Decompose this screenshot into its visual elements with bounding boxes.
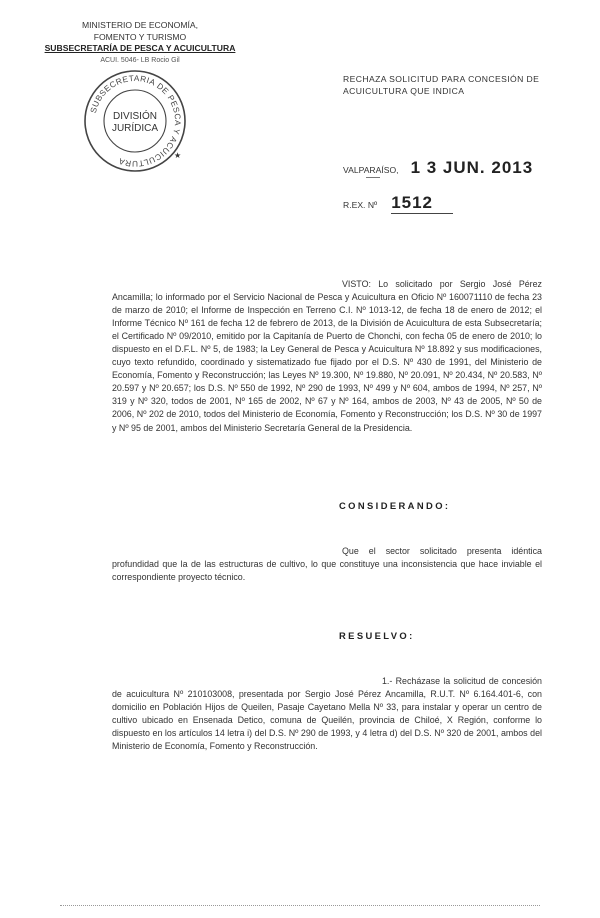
date-place: VALPARAÍSO, — [343, 165, 399, 175]
document-subject: RECHAZA SOLICITUD PARA CONCESIÓN DE ACUICULTURA QUE INDICA — [343, 74, 540, 96]
stamp-star-icon: ★ — [174, 151, 182, 160]
division-juridica-stamp — [82, 68, 188, 174]
visto-paragraph: VISTO: Lo solicitado por Sergio José Pérez Ancamilla; lo informado por el Servicio Nacional de Pesca y Acuicultura en Oficio Nº 160071110 de fecha 23 de marzo de 2010; el Informe de Inspección en Terreno C.I. Nº 1013-12, de fecha 18 de enero de 2012; el Informe Técnico Nº 161 de fecha 12 de febrero de 2013, de la División de Acuicultura de esta Subsecretaría; el Certificado Nº 09/2010, emitido por la Capitanía de Puerto de Chonchi, con fecha 05 de enero de 2010; lo dispuesto en el D.F.L. Nº 5, de 1983; la Ley General de Pesca y Acuicultura Nº 18.892 y sus modificaciones, cuyo texto refundido, coordinado y sistematizado fue fijado por el D.S. Nº 430 de 1991, del Ministerio de Economía, Fomento y Reconstrucción; las Leyes Nº 19.300, Nº 19.880, Nº 20.091, Nº 20.434, Nº 20.583, Nº 20.597 y Nº 20.657; los D.S. Nº 550 de 1992, Nº 290 de 1993, Nº 499 y Nº 604, ambos de 1994, Nº 257, Nº 319 y Nº 320, todos de 2001, Nº 165 de 2002, Nº 67 y Nº 164, ambos de 2003, Nº 43 de 2005, Nº 50 de 2006, Nº 202 de 2010, todos del Ministerio de Economía, Fomento y Reconstrucción; los D.S. Nº 30 de 1997 y Nº 95 de 2001, ambos del Ministerio Secretaría General de la Presidencia. — [112, 279, 542, 433]
subsecretaria-name: SUBSECRETARÍA DE PESCA Y ACUICULTURA — [44, 43, 236, 53]
considerando-paragraph: Que el sector solicitado presenta idéntica profundidad que la de las estructuras de cultivo, lo que constituye una inconsistencia que hace inviable el correspondiente proyecto técnico. — [112, 546, 542, 583]
stamp-seal-icon — [82, 68, 188, 174]
date-value: 1 3 JUN. 2013 — [410, 158, 534, 177]
footer-divider — [60, 905, 540, 907]
stamp-center-line2: JURÍDICA — [111, 123, 159, 134]
considerando-heading: CONSIDERANDO: — [339, 500, 451, 511]
rex-label: R.EX. Nº — [343, 200, 378, 210]
resolution-number-line — [343, 193, 453, 214]
ministry-subname: FOMENTO Y TURISMO — [93, 31, 187, 42]
resuelvo-heading: RESUELVO: — [339, 630, 415, 641]
ministry-name: MINISTERIO DE ECONOMÍA, — [81, 20, 199, 30]
rex-number: 1512 — [391, 193, 453, 214]
ministry-header — [40, 20, 240, 66]
resuelvo-paragraph: 1.- Recházase la solicitud de concesión de acuicultura Nº 210103008, presentada por Sergio José Pérez Ancamilla, R.U.T. Nº 6.164.401-6, con domicilio en Población Hijos de Queilen, Pasaje Cayetano Mella Nº 33, para instalar y operar un centro de cultivo ubicado en Ensenada Detico, comuna de Queilén, provincia de Chiloé, X Región, conforme lo dispuesto en los artículos 14 letra i) del D.S. Nº 290 de 1993, y 4 letra d) del D.S. Nº 320 de 2001, ambos del Ministerio de Economía, Fomento y Reconstrucción. — [112, 676, 542, 752]
stamp-ring-text: SUBSECRETARIA DE PESCA Y ACUICULTURA — [88, 73, 183, 169]
stamp-center-line1: DIVISIÓN — [113, 111, 157, 122]
reference-code: ACUI. 5046- LB Rocio Gil — [100, 56, 180, 64]
date-line — [343, 158, 533, 178]
